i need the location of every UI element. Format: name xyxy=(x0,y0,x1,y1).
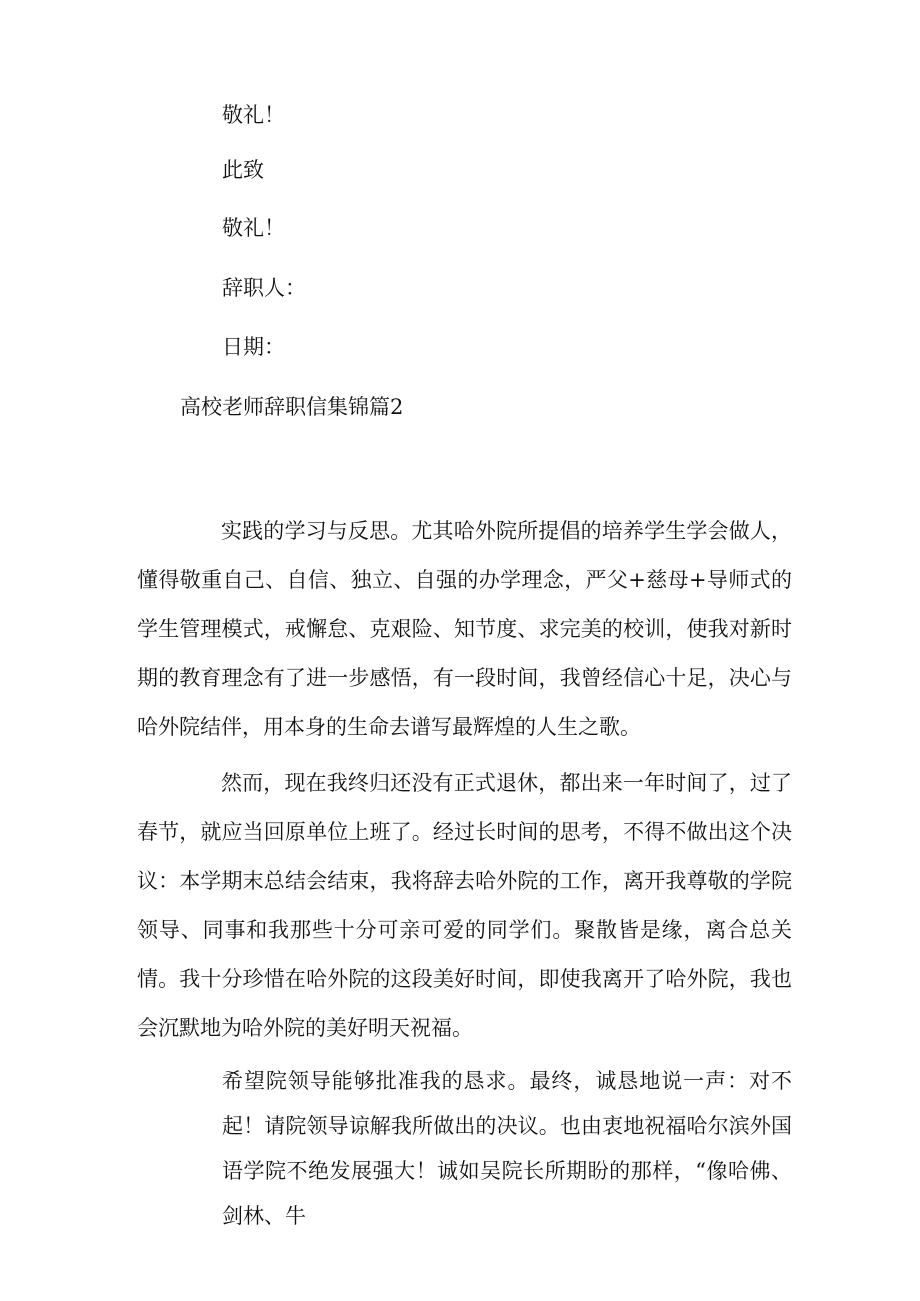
body-paragraph-2: 然而，现在我终归还没有正式退休，都出来一年时间了，过了春节，就应当回原单位上班了。经过长时间的思考，不得不做出这个决议：本学期末总结会结束，我将辞去哈外院的工作，离开我尊敬的学院领导、同事和我那些十分可亲可爱的同学们。聚散皆是缘，离合总关情。我十分珍惜在哈外院的这段美好时间，即使我离开了哈外院，我也会沉默地为哈外院的美好明天祝福。 xyxy=(137,771,792,1040)
body-paragraph-3: 希望院领导能够批准我的恳求。最终，诚恳地说一声：对不起！请院领导谅解我所做出的决议。也由衷地祝福哈尔滨外国语学院不绝发展强大！诚如吴院长所期盼的那样，“像哈佛、剑林、牛 xyxy=(222,1069,792,1228)
date-label: 日期： xyxy=(222,335,285,359)
closing-salute-line-2: 敬礼！ xyxy=(222,216,285,240)
section-heading: 高校老师辞职信集锦篇2 xyxy=(180,395,404,419)
closing-salute-line: 敬礼！ xyxy=(222,103,285,127)
resigner-label: 辞职人： xyxy=(222,276,306,300)
body-paragraph-1: 实践的学习与反思。尤其哈外院所提倡的培养学生学会做人，懂得敬重自己、自信、独立、自强的办学理念，严父+慈母+导师式的学生管理模式，戒懈怠、克艰险、知节度、求完美的校训，使我对新时期的教育理念有了进一步感悟，有一段时间，我曾经信心十足，决心与哈外院结伴，用本身的生命去谱写最辉煌的人生之歌。 xyxy=(137,519,792,739)
closing-zhici-line: 此致 xyxy=(222,158,264,182)
